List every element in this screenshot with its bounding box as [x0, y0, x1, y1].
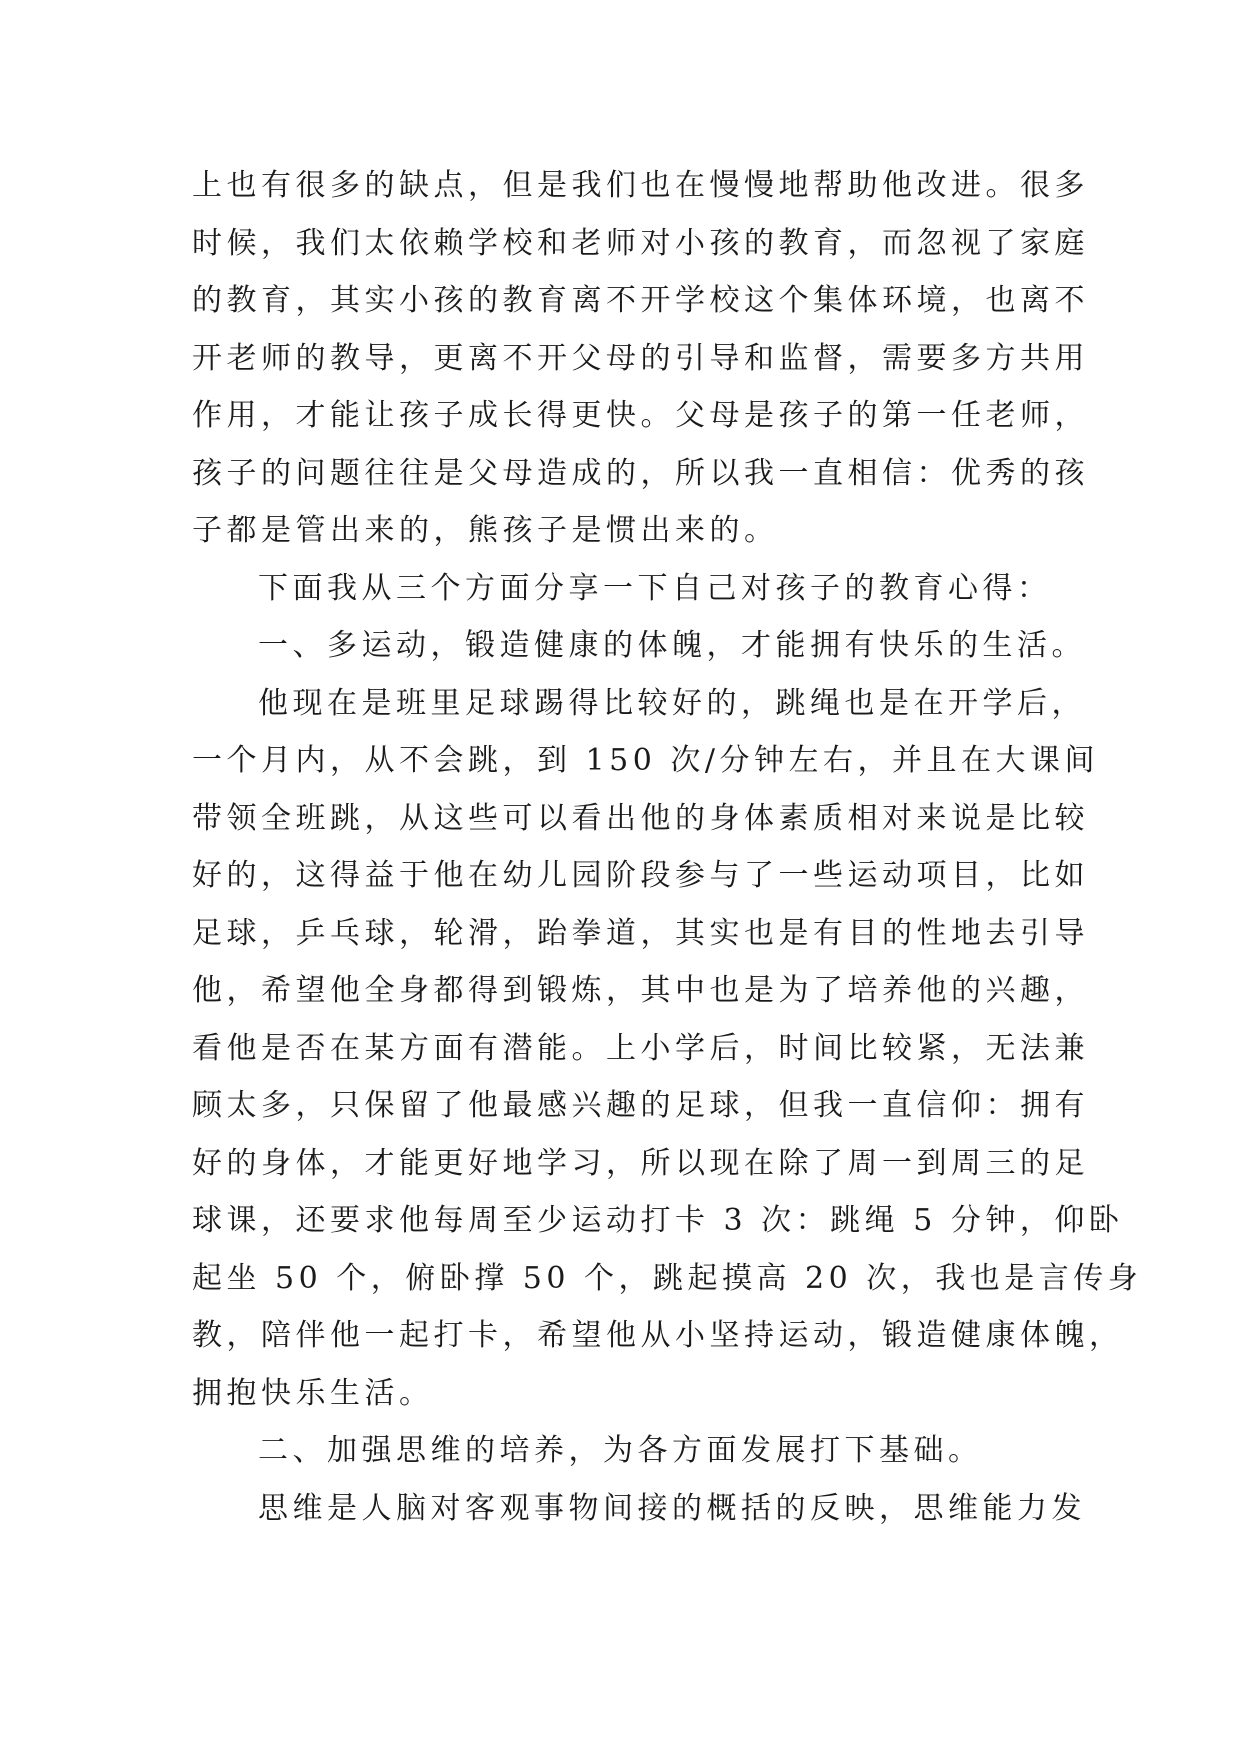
text-line: 子都是管出来的，熊孩子是惯出来的。: [192, 513, 779, 548]
text-line: 上也有很多的缺点，但是我们也在慢慢地帮助他改进。很多: [192, 168, 1089, 203]
text-line: 拥抱快乐生活。: [192, 1375, 434, 1411]
paragraph-first-line: 思维是人脑对客观事物间接的概括的反映，思维能力发: [258, 1490, 1086, 1526]
text-line: 足球，乒乓球，轮滑，跆拳道，其实也是有目的性地去引导: [192, 915, 1089, 951]
section-heading: 二、加强思维的培养，为各方面发展打下基础。: [258, 1433, 983, 1468]
text-line: 孩子的问题往往是父母造成的，所以我一直相信：优秀的孩: [192, 455, 1089, 491]
text-line: 带领全班跳，从这些可以看出他的身体素质相对来说是比较: [192, 800, 1089, 836]
text-line: 好的身体，才能更好地学习，所以现在除了周一到周三的足: [192, 1145, 1089, 1181]
document-page: [192, 157, 1143, 1537]
text-line: 教，陪伴他一起打卡，希望他从小坚持运动，锻造健康体魄，: [192, 1318, 1124, 1353]
text-line: 看他是否在某方面有潜能。上小学后，时间比较紧，无法兼: [192, 1030, 1089, 1066]
text-line: 作用，才能让孩子成长得更快。父母是孩子的第一任老师，: [192, 398, 1089, 433]
text-line: 好的，这得益于他在幼儿园阶段参与了一些运动项目，比如: [192, 858, 1089, 893]
text-line: 他，希望他全身都得到锻炼，其中也是为了培养他的兴趣，: [192, 973, 1089, 1008]
paragraph-first-line: 他现在是班里足球踢得比较好的，跳绳也是在开学后，: [258, 685, 1086, 721]
text-line: 的教育，其实小孩的教育离不开学校这个集体环境，也离不: [192, 283, 1089, 318]
text-line: 起坐 50 个，俯卧撑 50 个，跳起摸高 20 次，我也是言传身: [192, 1260, 1143, 1296]
text-line: 顾太多，只保留了他最感兴趣的足球，但我一直信仰：拥有: [192, 1088, 1089, 1123]
text-line: 开老师的教导，更离不开父母的引导和监督，需要多方共用: [192, 340, 1089, 376]
text-line: 一个月内，从不会跳，到 150 次/分钟左右，并且在大课间: [192, 743, 1099, 778]
text-line: 球课，还要求他每周至少运动打卡 3 次：跳绳 5 分钟，仰卧: [192, 1203, 1124, 1238]
paragraph-first-line: 下面我从三个方面分享一下自己对孩子的教育心得：: [258, 570, 1052, 606]
text-line: 时候，我们太依赖学校和老师对小孩的教育，而忽视了家庭: [192, 225, 1089, 261]
section-heading: 一、多运动，锻造健康的体魄，才能拥有快乐的生活。: [258, 628, 1086, 663]
